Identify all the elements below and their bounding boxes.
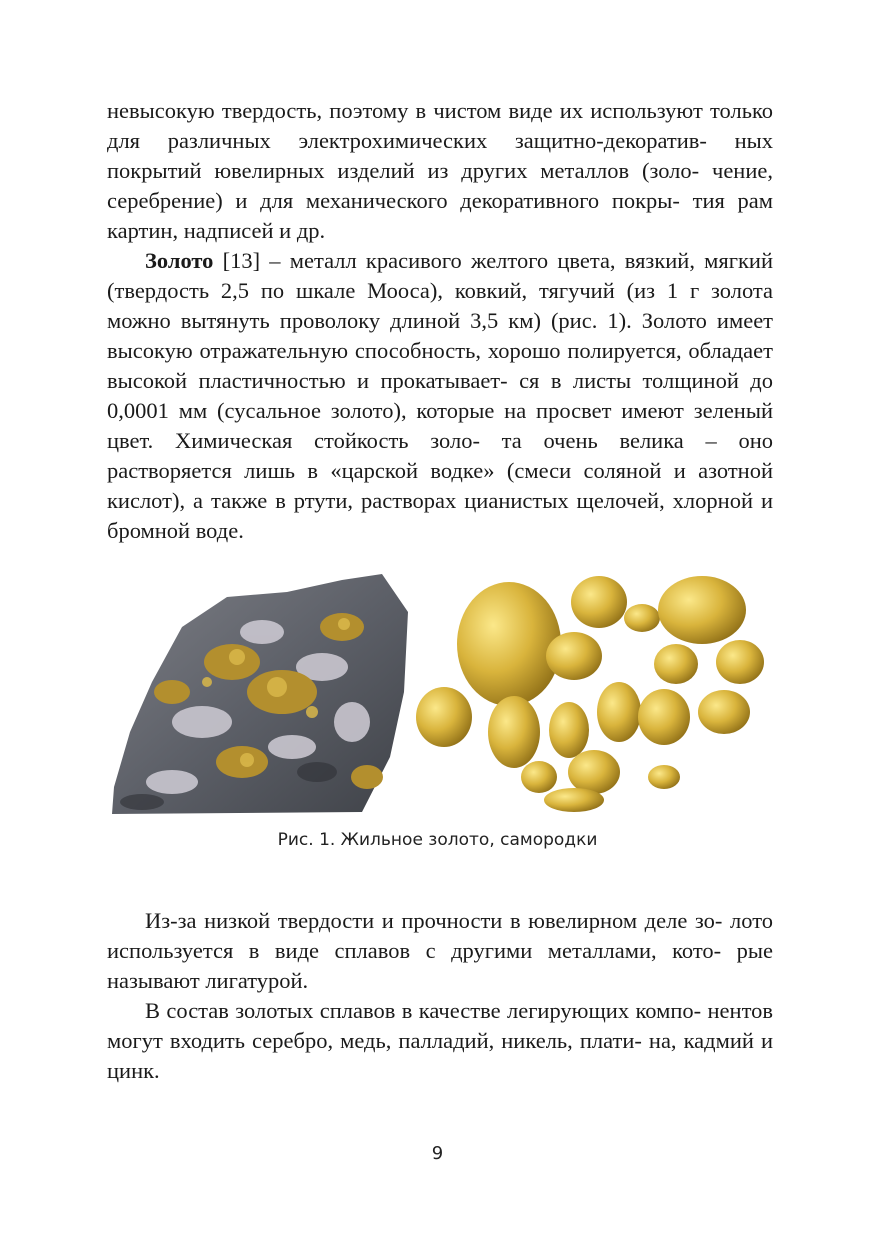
line: мягкий (твердость 2,5 по шкале Мооса), ковкий, тягучий (из [107, 248, 774, 303]
line: В состав золотых сплавов в качестве легирующих компо- [145, 998, 702, 1023]
line: полируется, обладает высокой пластичностью и прокатывает- [107, 338, 773, 393]
term-gold: Золото [145, 248, 214, 273]
line: только для различных электрохимических защитно-декоратив- [107, 98, 774, 153]
line: на, кадмий и цинк. [107, 1028, 773, 1083]
line: 1 г золота можно вытянуть проволоку длиной 3,5 км) (рис. 1). [107, 278, 774, 333]
text-block-top [107, 96, 773, 546]
line: невысокую твердость, поэтому в чистом виде их используют [107, 98, 703, 123]
figure-gold [112, 572, 770, 814]
line: ся в листы толщиной до 0,0001 мм (сусальное золото), которые [107, 368, 774, 423]
line: цианистых щелочей, хлорной и бромной воде. [107, 488, 773, 543]
paragraph-3 [107, 906, 773, 996]
line: та очень велика – оно растворяется лишь в «царской водке» [107, 428, 774, 483]
gold-nuggets-image [414, 572, 770, 814]
line: тия рам картин, надписей и др. [107, 188, 773, 243]
line: ных покрытий ювелирных изделий из других металлов (золо- [107, 128, 773, 183]
line: Из-за низкой твердости и прочности в ювелирном деле зо- [145, 908, 723, 933]
paragraph-1 [107, 96, 773, 246]
line: рые называют лигатурой. [107, 938, 773, 993]
text-block-bottom [107, 906, 773, 1086]
line: лото используется в виде сплавов с другими металлами, кото- [107, 908, 773, 963]
line: на просвет имеют зеленый цвет. Химическая стойкость золо- [107, 398, 774, 453]
line: (смеси соляной и азотной кислот), а также в ртути, растворах [107, 458, 774, 513]
paragraph-2 [107, 246, 773, 546]
vein-gold-image [112, 572, 412, 814]
line: [13] – металл красивого желтого цвета, вязкий, [213, 248, 695, 273]
page-number: 9 [431, 1143, 444, 1164]
line: Золото имеет высокую отражательную способность, хорошо [107, 308, 774, 363]
line: нентов могут входить серебро, медь, палладий, никель, плати- [107, 998, 773, 1053]
line: чение, серебрение) и для механического декоративного покры- [107, 158, 773, 213]
paragraph-4 [107, 996, 773, 1086]
figure-caption: Рис. 1. Жильное золото, самородки [277, 830, 598, 850]
